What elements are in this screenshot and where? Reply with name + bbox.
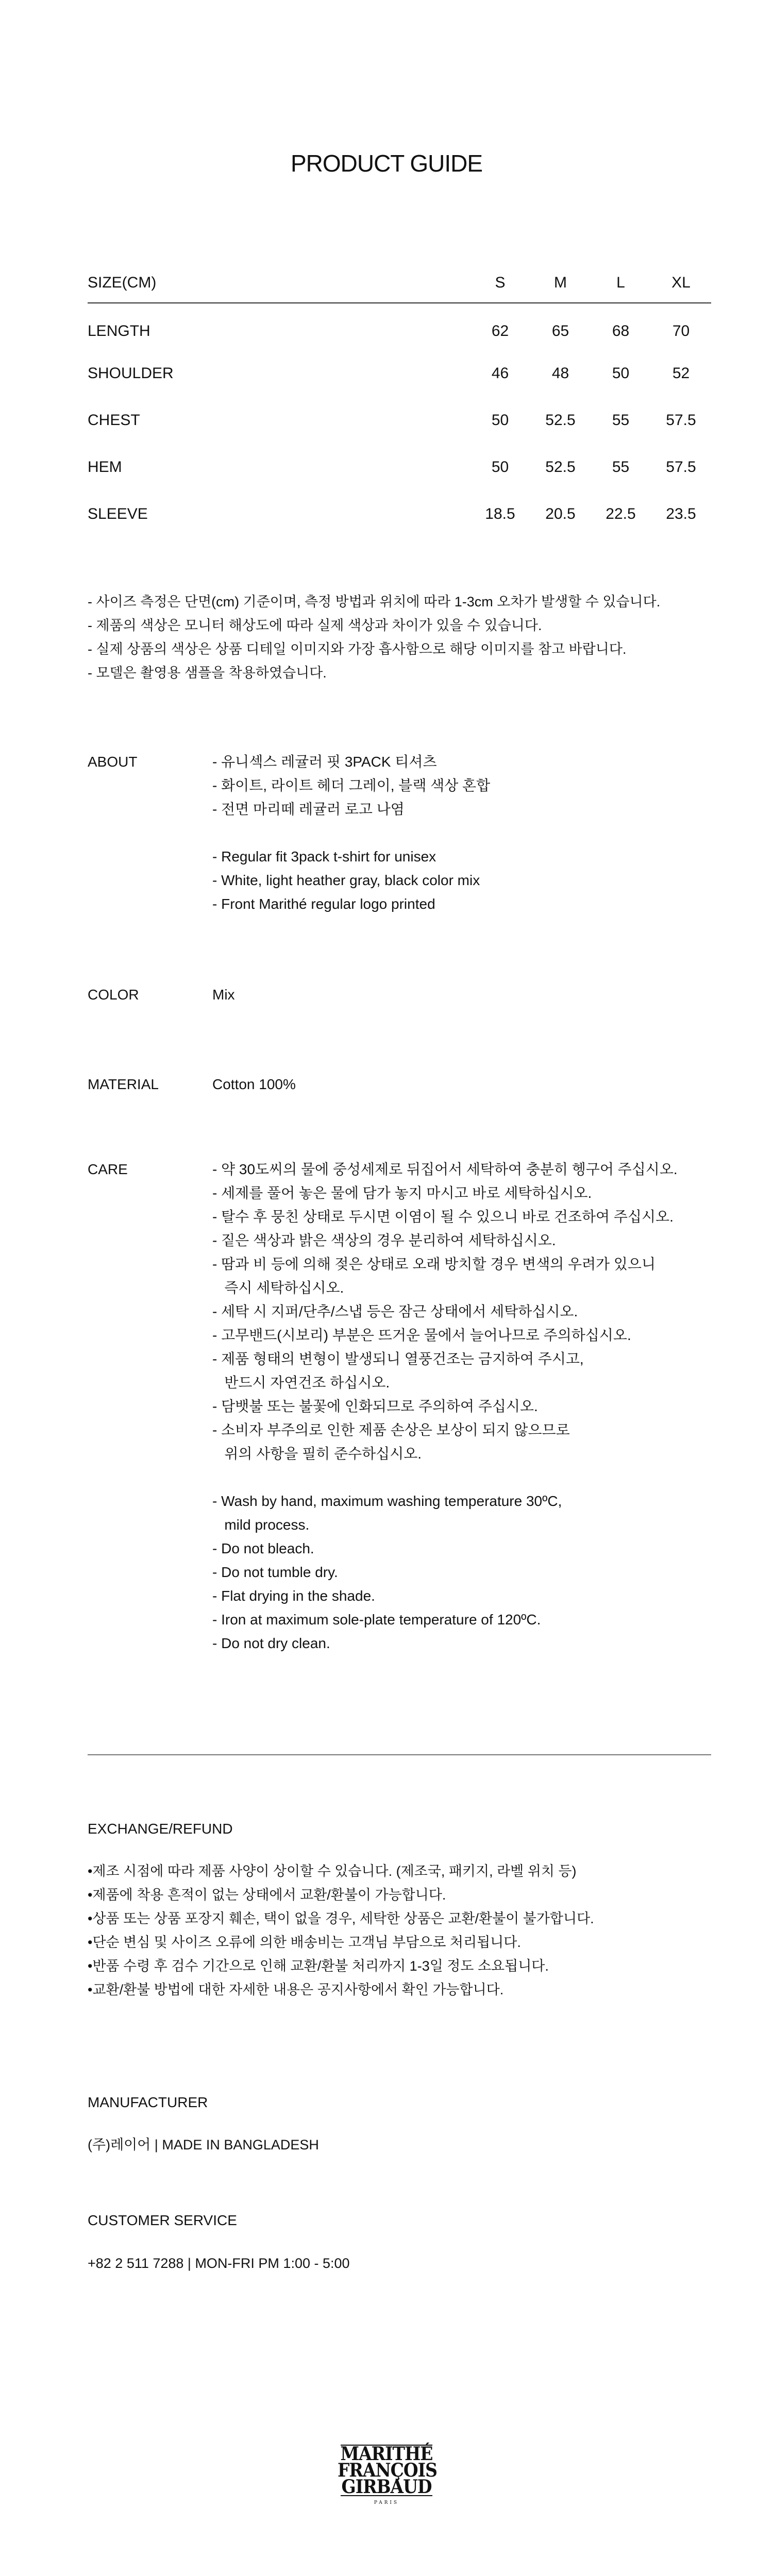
table-cell: 20.5 xyxy=(545,505,576,522)
about-line: - White, light heather gray, black color mix xyxy=(212,872,480,888)
table-cell: 46 xyxy=(491,364,509,382)
table-cell: 55 xyxy=(612,411,630,429)
logo-line-1: MARITHÉ xyxy=(340,2443,433,2465)
care-line: - Do not dry clean. xyxy=(212,1635,330,1651)
table-cell: 50 xyxy=(491,458,509,476)
row-label: SLEEVE xyxy=(88,505,148,522)
about-line: - Front Marithé regular logo printed xyxy=(212,896,435,912)
note-line: - 제품의 색상은 모니터 해상도에 따라 실제 색상과 차이가 있을 수 있습니다. xyxy=(88,618,542,633)
care-line: - 고무밴드(시보리) 부분은 뜨거운 물에서 늘어나므로 주의하십시오. xyxy=(212,1327,631,1343)
size-table xyxy=(88,263,711,537)
care-line: 즉시 세탁하십시오. xyxy=(212,1280,344,1296)
table-cell: 55 xyxy=(612,458,630,476)
exchange-line: •제조 시점에 따라 제품 사양이 상이할 수 있습니다. (제조국, 패키지, 라벨 위치 등) xyxy=(88,1863,577,1879)
care-line: - 짙은 색상과 밝은 색상의 경우 분리하여 세탁하십시오. xyxy=(212,1232,556,1248)
care-line: - 탈수 후 뭉친 상태로 두시면 이염이 될 수 있으니 바로 건조하여 주십시오. xyxy=(212,1209,674,1225)
table-cell: 18.5 xyxy=(485,505,515,522)
brand-logo xyxy=(338,2445,435,2522)
care-line: - 제품 형태의 변형이 발생되니 열풍건조는 금지하여 주시고, xyxy=(212,1351,584,1367)
exchange-line: •제품에 착용 흔적이 없는 상태에서 교환/환불이 가능합니다. xyxy=(88,1887,446,1903)
size-header-m: M xyxy=(530,263,591,303)
care-line: 반드시 자연건조 하십시오. xyxy=(212,1375,390,1391)
table-row xyxy=(88,444,711,490)
care-line: - Do not tumble dry. xyxy=(212,1564,338,1580)
size-header-s: S xyxy=(470,263,530,303)
care-label: CARE xyxy=(88,1161,128,1177)
care-line: mild process. xyxy=(212,1517,310,1533)
care-line: - 소비자 부주의로 인한 제품 손상은 보상이 되지 않으므로 xyxy=(212,1422,570,1438)
size-table-header-row xyxy=(88,263,711,303)
exchange-line: •반품 수령 후 검수 기간으로 인해 교환/환불 처리까지 1-3일 정도 소요됩니다. xyxy=(88,1958,549,1974)
customer-service-title: CUSTOMER SERVICE xyxy=(88,2212,237,2228)
about-line: - Regular fit 3pack t-shirt for unisex xyxy=(212,849,436,865)
care-value xyxy=(212,1158,707,1655)
note-line: - 사이즈 측정은 단면(cm) 기준이며, 측정 방법과 위치에 따라 1-3cm 오차가 발생할 수 있습니다. xyxy=(88,594,661,609)
about-line: - 전면 마리떼 레귤러 로고 나염 xyxy=(212,801,405,817)
exchange-title: EXCHANGE/REFUND xyxy=(88,1821,233,1837)
manufacturer-value: (주)레이어 | MADE IN BANGLADESH xyxy=(88,2137,319,2153)
page-title: PRODUCT GUIDE xyxy=(290,150,483,177)
table-cell: 50 xyxy=(612,364,630,382)
exchange-line: •상품 또는 상품 포장지 훼손, 택이 없을 경우, 세탁한 상품은 교환/환불이 불가합니다. xyxy=(88,1911,594,1926)
about-line: - 화이트, 라이트 헤더 그레이, 블랙 색상 혼합 xyxy=(212,777,491,793)
manufacturer-title: MANUFACTURER xyxy=(88,2094,208,2110)
size-notes xyxy=(88,590,706,685)
about-line xyxy=(212,821,707,845)
about-label: ABOUT xyxy=(88,754,138,770)
about-value xyxy=(212,750,707,916)
care-line: 위의 사항을 필히 준수하십시오. xyxy=(212,1446,422,1462)
material-value-text: Cotton 100% xyxy=(212,1076,296,1092)
table-cell: 57.5 xyxy=(666,458,696,476)
row-label: SHOULDER xyxy=(88,364,174,382)
note-line: - 실제 상품의 색상은 상품 디테일 이미지와 가장 흡사함으로 해당 이미지를 참고 바랍니다. xyxy=(88,641,627,657)
size-header-label: SIZE(CM) xyxy=(88,263,470,303)
material-label: MATERIAL xyxy=(88,1076,159,1092)
table-row xyxy=(88,397,711,444)
care-line: - Do not bleach. xyxy=(212,1540,314,1556)
logo-line-3: GIRBAUD xyxy=(341,2476,432,2498)
row-label: LENGTH xyxy=(88,323,150,340)
color-value xyxy=(212,983,707,1007)
care-line: - 세탁 시 지퍼/단추/스냅 등은 잠근 상태에서 세탁하십시오. xyxy=(212,1303,578,1319)
care-line: - 세제를 풀어 놓은 물에 담가 놓지 마시고 바로 세탁하십시오. xyxy=(212,1185,592,1201)
table-cell: 57.5 xyxy=(666,411,696,429)
logo-sub: PARIS xyxy=(374,2500,399,2505)
color-value-text: Mix xyxy=(212,987,235,1003)
row-label: HEM xyxy=(88,458,122,476)
table-row xyxy=(88,490,711,537)
care-line: - 땀과 비 등에 의해 젖은 상태로 오래 방치할 경우 변색의 우려가 있으니 xyxy=(212,1256,656,1272)
section-divider xyxy=(88,1754,711,1755)
table-row xyxy=(88,303,711,350)
care-line: - Wash by hand, maximum washing temperature 30ºC, xyxy=(212,1493,562,1509)
table-cell: 23.5 xyxy=(666,505,696,522)
material-value xyxy=(212,1073,707,1096)
size-header-l: L xyxy=(591,263,651,303)
table-cell: 52.5 xyxy=(545,411,576,429)
customer-service-value: +82 2 511 7288 | MON-FRI PM 1:00 - 5:00 xyxy=(88,2256,350,2271)
table-cell: 52.5 xyxy=(545,458,576,476)
table-cell: 70 xyxy=(672,323,690,340)
table-cell: 68 xyxy=(612,323,630,340)
care-line xyxy=(212,1466,707,1489)
color-label: COLOR xyxy=(88,987,139,1003)
exchange-line: •교환/환불 방법에 대한 자세한 내용은 공지사항에서 확인 가능합니다. xyxy=(88,1982,504,1997)
exchange-body xyxy=(88,1859,706,2002)
table-cell: 52 xyxy=(672,364,690,382)
table-cell: 50 xyxy=(491,411,509,429)
care-line: - Iron at maximum sole-plate temperature of 120ºC. xyxy=(212,1612,541,1628)
table-cell: 22.5 xyxy=(606,505,636,522)
table-row xyxy=(88,350,711,397)
logo-line-2: FRANÇOIS xyxy=(338,2459,437,2481)
care-line: - 담뱃불 또는 불꽃에 인화되므로 주의하여 주십시오. xyxy=(212,1398,538,1414)
table-cell: 48 xyxy=(551,364,569,382)
size-header-xl: XL xyxy=(651,263,711,303)
care-line: - Flat drying in the shade. xyxy=(212,1588,375,1604)
table-cell: 62 xyxy=(491,323,509,340)
care-line: - 약 30도씨의 물에 중성세제로 뒤집어서 세탁하여 충분히 헹구어 주십시오. xyxy=(212,1161,678,1177)
exchange-line: •단순 변심 및 사이즈 오류에 의한 배송비는 고객님 부담으로 처리됩니다. xyxy=(88,1935,521,1950)
about-line: - 유니섹스 레귤러 핏 3PACK 티셔츠 xyxy=(212,754,437,770)
note-line: - 모델은 촬영용 샘플을 착용하였습니다. xyxy=(88,665,327,681)
table-cell: 65 xyxy=(551,323,569,340)
row-label: CHEST xyxy=(88,411,140,429)
